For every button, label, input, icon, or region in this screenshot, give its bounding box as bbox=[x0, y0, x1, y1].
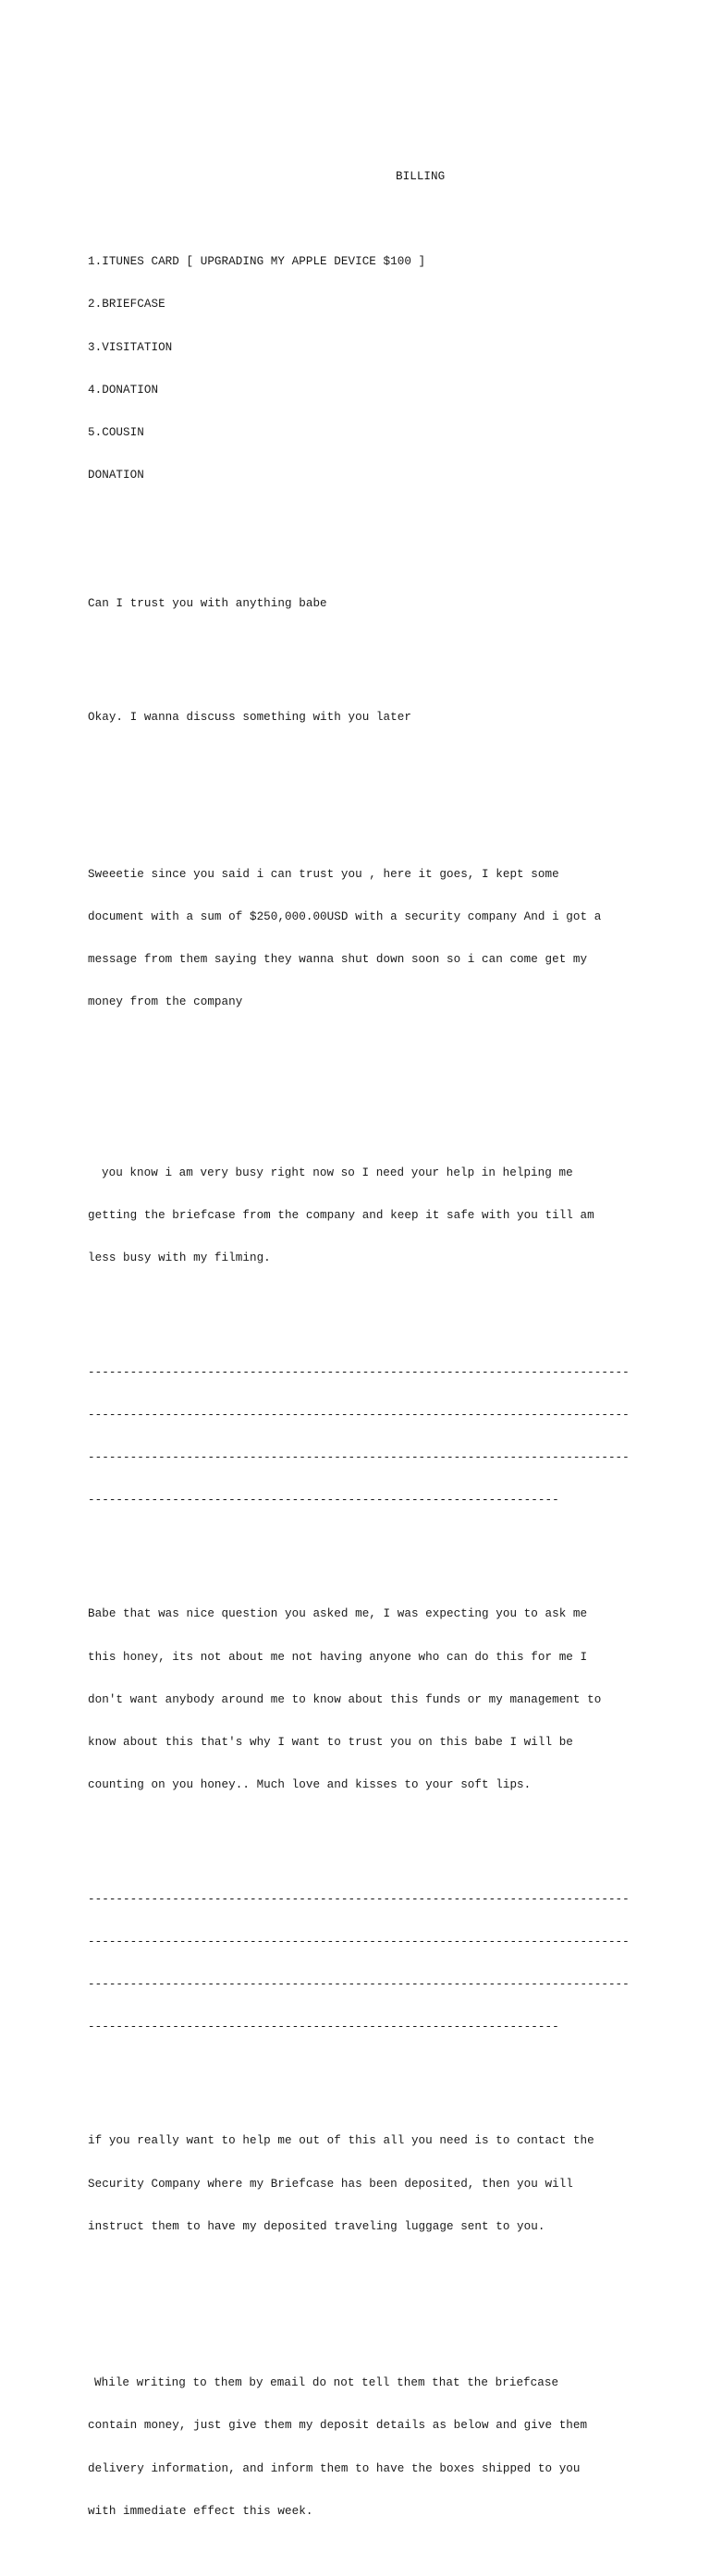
billing-item: DONATION bbox=[88, 469, 144, 482]
paragraph-line: delivery information, and inform them to have the boxes shipped to you bbox=[88, 2461, 581, 2475]
billing-item: 5.COUSIN bbox=[88, 426, 144, 440]
paragraph-line: know about this that's why I want to trust you on this babe I will be bbox=[88, 1736, 573, 1750]
dashed-divider: ------------------------------------------------------------------- bbox=[88, 1494, 559, 1508]
paragraph-line: counting on you honey.. Much love and kisses to your soft lips. bbox=[88, 1778, 532, 1792]
paragraph-line: Security Company where my Briefcase has been deposited, then you will bbox=[88, 2177, 573, 2191]
paragraph-line: getting the briefcase from the company and keep it safe with you till am bbox=[88, 1209, 594, 1223]
dashed-divider: ------------------------------------------------------------------- bbox=[88, 2021, 559, 2034]
spacer bbox=[88, 653, 679, 682]
discuss-line: Okay. I wanna discuss something with you later bbox=[88, 711, 411, 725]
email-paragraph bbox=[88, 2348, 679, 2547]
paragraph-line: Babe that was nice question you asked me, I was expecting you to ask me bbox=[88, 1607, 588, 1621]
billing-item: 4.DONATION bbox=[88, 383, 159, 397]
paragraph-line: While writing to them by email do not tell them that the briefcase bbox=[94, 2376, 559, 2390]
billing-item: 2.BRIEFCASE bbox=[88, 298, 165, 311]
paragraph-line: this honey, its not about me not having anyone who can do this for me I bbox=[88, 1650, 588, 1664]
spacer bbox=[88, 1081, 679, 1110]
help-paragraph bbox=[88, 2106, 679, 2263]
dashed-divider: ----------------------------------------------------------------------------- bbox=[88, 1892, 630, 1906]
divider-block bbox=[88, 1337, 679, 1537]
paragraph-line: don't want anybody around me to know about this funds or my management to bbox=[88, 1692, 602, 1706]
dashed-divider: ----------------------------------------------------------------------------- bbox=[88, 1365, 630, 1379]
spacer bbox=[88, 555, 679, 568]
billing-item: 3.VISITATION bbox=[88, 340, 173, 354]
dashed-divider: ----------------------------------------------------------------------------- bbox=[88, 1935, 630, 1948]
paragraph-line: message from them saying they wanna shut down soon so i can come get my bbox=[88, 952, 588, 966]
paragraph-line: with immediate effect this week. bbox=[88, 2504, 313, 2518]
paragraph-line: if you really want to help me out of this all you need is to contact the bbox=[88, 2134, 594, 2148]
trust-question: Can I trust you with anything babe bbox=[88, 596, 327, 610]
spacer bbox=[88, 768, 679, 811]
document-body bbox=[88, 141, 679, 2576]
babe-paragraph bbox=[88, 1580, 679, 1822]
dashed-divider: ----------------------------------------------------------------------------- bbox=[88, 1451, 630, 1465]
sweetie-paragraph bbox=[88, 839, 679, 1039]
spacer bbox=[88, 2305, 679, 2319]
divider-block bbox=[88, 1864, 679, 2064]
paragraph-line: money from the company bbox=[88, 995, 243, 1009]
paragraph-line: instruct them to have my deposited traveling luggage sent to you. bbox=[88, 2219, 545, 2233]
busy-paragraph bbox=[88, 1138, 679, 1294]
dashed-divider: ----------------------------------------------------------------------------- bbox=[88, 1408, 630, 1422]
billing-list bbox=[88, 226, 679, 511]
paragraph-line: you know i am very busy right now so I need your help in helping me bbox=[102, 1166, 573, 1179]
dashed-divider: ----------------------------------------------------------------------------- bbox=[88, 1977, 630, 1991]
paragraph-line: contain money, just give them my deposit details as below and give them bbox=[88, 2419, 588, 2433]
document-title: BILLING bbox=[396, 169, 446, 183]
paragraph-line: document with a sum of $250,000.00USD with a security company And i got a bbox=[88, 910, 602, 923]
paragraph-line: Sweeetie since you said i can trust you , here it goes, I kept some bbox=[88, 867, 559, 881]
paragraph-line: less busy with my filming. bbox=[88, 1251, 271, 1265]
billing-item: 1.ITUNES CARD [ UPGRADING MY APPLE DEVICE $100 ] bbox=[88, 255, 426, 269]
